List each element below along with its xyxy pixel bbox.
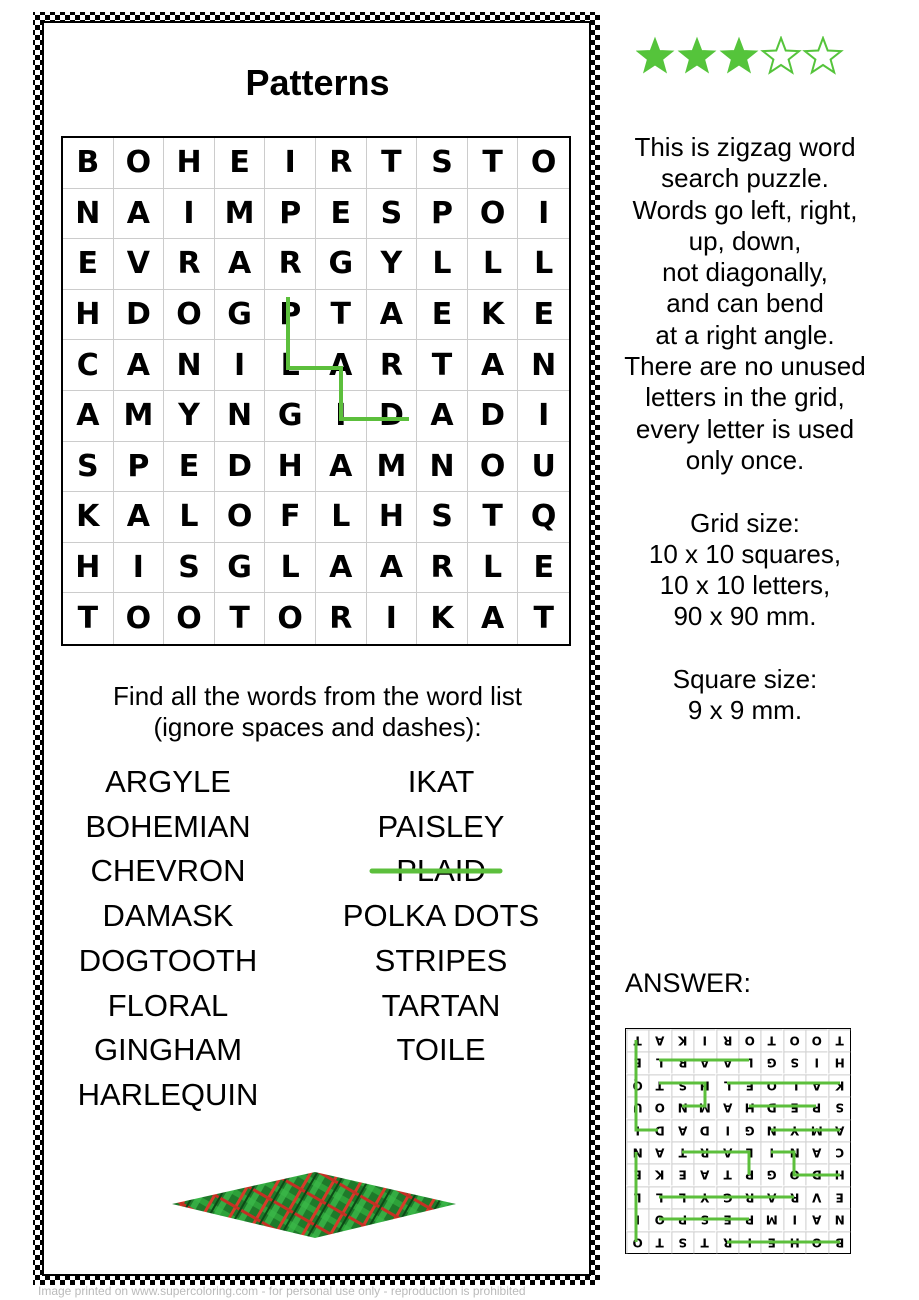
grid-cell: A xyxy=(63,391,114,442)
answer-grid-cell: S xyxy=(671,1231,693,1253)
grid-cell: R xyxy=(367,340,418,391)
grid-cell: K xyxy=(417,593,468,644)
star-empty-icon xyxy=(763,38,799,72)
grid-cell: K xyxy=(63,492,114,543)
answer-grid-cell: E xyxy=(626,1163,648,1185)
answer-grid-cell: O xyxy=(738,1029,760,1051)
description-line: 10 x 10 squares, xyxy=(648,538,842,569)
description-line: There are no unused xyxy=(624,351,866,382)
answer-grid-cell: S xyxy=(783,1051,805,1073)
answer-label: ANSWER: xyxy=(625,968,752,998)
grid-cell: E xyxy=(63,239,114,290)
grid-cell: T xyxy=(468,138,519,189)
grid-cell: H xyxy=(63,290,114,341)
grid-cell: L xyxy=(265,340,316,391)
answer-grid-cell: R xyxy=(716,1029,738,1051)
grid-cell: D xyxy=(114,290,165,341)
grid-cell: G xyxy=(265,391,316,442)
grid-cell: V xyxy=(114,239,165,290)
answer-grid-cell: A xyxy=(693,1163,715,1185)
grid-cell: D xyxy=(367,391,418,442)
grid-cell: T xyxy=(367,138,418,189)
answer-grid-cell: M xyxy=(805,1119,827,1141)
word-list-item: GINGHAM xyxy=(93,1032,243,1068)
grid-cell: S xyxy=(417,138,468,189)
answer-grid-cell: H xyxy=(693,1074,715,1096)
grid-cell: U xyxy=(518,442,569,493)
grid-cell: S xyxy=(63,442,114,493)
answer-grid-cell: T xyxy=(648,1231,670,1253)
answer-grid-cell: A xyxy=(716,1096,738,1118)
grid-cell: A xyxy=(367,290,418,341)
word-list-item: POLKA DOTS xyxy=(342,898,540,934)
answer-grid-cell: I xyxy=(693,1029,715,1051)
grid-cell: A xyxy=(367,543,418,594)
grid-cell: C xyxy=(63,340,114,391)
grid-cell: M xyxy=(367,442,418,493)
answer-grid-cell: N xyxy=(626,1141,648,1163)
answer-grid-cell: I xyxy=(805,1051,827,1073)
grid-cell: L xyxy=(468,239,519,290)
grid-cell: A xyxy=(215,239,266,290)
word-list-item: DAMASK xyxy=(102,898,234,934)
description-line: letters in the grid, xyxy=(645,382,845,413)
puzzle-description xyxy=(610,132,880,727)
description-line: only once. xyxy=(685,444,805,475)
grid-cell: L xyxy=(164,492,215,543)
grid-cell: E xyxy=(316,189,367,240)
answer-grid-cell: O xyxy=(805,1029,827,1051)
grid-cell: D xyxy=(468,391,519,442)
description-line xyxy=(610,476,880,507)
grid-cell: G xyxy=(316,239,367,290)
grid-cell: S xyxy=(367,189,418,240)
grid-cell: O xyxy=(164,593,215,644)
word-list-item-found: PLAID xyxy=(396,853,486,889)
answer-grid-cell: I xyxy=(783,1208,805,1230)
difficulty-rating xyxy=(636,36,846,81)
answer-grid-cell: R xyxy=(671,1051,693,1073)
word-list-item: ARGYLE xyxy=(105,764,231,799)
grid-cell: M xyxy=(215,189,266,240)
copyright-footer: Image printed on www.supercoloring.com - for personal use only - reproduction is prohibited xyxy=(38,1284,526,1298)
answer-grid-cell: D xyxy=(693,1119,715,1141)
grid-cell: N xyxy=(417,442,468,493)
description-line: 90 x 90 mm. xyxy=(673,601,817,632)
word-list-item: BOHEMIAN xyxy=(85,808,251,844)
answer-grid-cell: R xyxy=(738,1186,760,1208)
answer-grid-cell: O xyxy=(760,1074,782,1096)
answer-grid-cell: N xyxy=(760,1119,782,1141)
answer-grid-cell: A xyxy=(671,1119,693,1141)
description-line: Words go left, right, xyxy=(632,194,858,225)
answer-grid-cell: T xyxy=(693,1231,715,1253)
answer-grid-cell: A xyxy=(693,1051,715,1073)
puzzle-title: Patterns xyxy=(245,62,390,103)
grid-cell: D xyxy=(215,442,266,493)
star-filled-icon xyxy=(637,38,673,72)
grid-cell: L xyxy=(518,239,569,290)
grid-cell: R xyxy=(316,593,367,644)
grid-cell: R xyxy=(417,543,468,594)
star-empty-icon xyxy=(805,38,841,72)
grid-cell: T xyxy=(63,593,114,644)
grid-cell: O xyxy=(215,492,266,543)
grid-cell: R xyxy=(265,239,316,290)
grid-cell: O xyxy=(164,290,215,341)
grid-cell: O xyxy=(468,189,519,240)
answer-grid-cell: S xyxy=(828,1096,850,1118)
grid-cell: T xyxy=(533,601,554,637)
grid-cell: T xyxy=(316,290,367,341)
description-line: and can bend xyxy=(666,288,824,319)
answer-grid-cell: O xyxy=(805,1231,827,1253)
answer-grid-cell: T xyxy=(760,1029,782,1051)
answer-grid xyxy=(625,1028,851,1254)
description-line: at a right angle. xyxy=(655,319,835,350)
answer-grid-cell: O xyxy=(783,1029,805,1051)
grid-cell: N xyxy=(518,340,569,391)
answer-grid-cell: L xyxy=(738,1141,760,1163)
grid-cell: T xyxy=(468,492,519,543)
word-list-item: TARTAN xyxy=(381,987,501,1023)
grid-cell: L xyxy=(468,543,519,594)
answer-grid-cell: G xyxy=(716,1186,738,1208)
description-line: search puzzle. xyxy=(661,163,829,194)
answer-grid-cell: T xyxy=(716,1163,738,1185)
answer-grid-cell: A xyxy=(648,1029,670,1051)
answer-grid-cell: A xyxy=(828,1119,850,1141)
answer-grid-cell: H xyxy=(783,1231,805,1253)
answer-grid-cell: N xyxy=(783,1141,805,1163)
answer-grid-cell: E xyxy=(828,1186,850,1208)
description-line: not diagonally, xyxy=(662,257,828,288)
answer-grid-cell: N xyxy=(828,1208,850,1230)
answer-grid-cell: T xyxy=(828,1029,850,1051)
grid-cell: A xyxy=(114,492,165,543)
grid-cell: S xyxy=(417,492,468,543)
grid-cell: I xyxy=(215,340,266,391)
answer-grid-cell: B xyxy=(828,1231,850,1253)
grid-cell: T xyxy=(215,593,266,644)
answer-grid-cell: P xyxy=(738,1208,760,1230)
answer-grid-cell: E xyxy=(783,1096,805,1118)
answer-grid-cell: L xyxy=(671,1186,693,1208)
grid-cell: I xyxy=(114,543,165,594)
grid-cell: I xyxy=(316,391,367,442)
grid-cell: N xyxy=(164,340,215,391)
grid-cell: H xyxy=(63,543,114,594)
grid-cell: A xyxy=(468,593,519,644)
grid-cell: P xyxy=(114,442,165,493)
description-line: Grid size: xyxy=(690,507,800,538)
answer-grid-cell: I xyxy=(738,1231,760,1253)
answer-grid-cell: I xyxy=(626,1208,648,1230)
answer-grid-cell: E xyxy=(626,1051,648,1073)
answer-grid-cell: H xyxy=(828,1163,850,1185)
answer-grid-cell: E xyxy=(716,1208,738,1230)
word-list-item: TOILE xyxy=(396,1032,486,1068)
answer-grid-cell: F xyxy=(738,1074,760,1096)
answer-grid-cell: R xyxy=(716,1231,738,1253)
description-line: every letter is used xyxy=(635,413,855,444)
answer-grid-cell: K xyxy=(648,1163,670,1185)
grid-cell: L xyxy=(316,492,367,543)
grid-cell: L xyxy=(417,239,468,290)
grid-cell: R xyxy=(164,239,215,290)
instructions: Find all the words from the word list (ignore spaces and dashes): xyxy=(113,681,522,742)
grid-cell: Y xyxy=(367,239,418,290)
grid-cell: P xyxy=(265,189,316,240)
answer-grid-cell: A xyxy=(805,1074,827,1096)
grid-cell: A xyxy=(468,340,519,391)
word-list-item: HARLEQUIN xyxy=(77,1076,259,1112)
grid-cell: K xyxy=(468,290,519,341)
grid-cell: N xyxy=(63,189,114,240)
answer-grid-cell: I xyxy=(716,1119,738,1141)
answer-grid-cell: P xyxy=(671,1208,693,1230)
word-list-item: PAISLEY xyxy=(377,808,505,844)
answer-grid-cell: L xyxy=(716,1074,738,1096)
grid-cell: I xyxy=(367,593,418,644)
grid-cell: F xyxy=(265,492,316,543)
word-search-grid xyxy=(61,136,571,646)
answer-grid-cell: S xyxy=(671,1074,693,1096)
answer-grid-cell: R xyxy=(693,1141,715,1163)
answer-grid-cell: O xyxy=(648,1208,670,1230)
answer-grid-cell: Y xyxy=(693,1186,715,1208)
description-line: up, down, xyxy=(688,225,802,256)
answer-grid-cell: A xyxy=(716,1051,738,1073)
star-filled-icon xyxy=(679,38,715,72)
grid-cell: A xyxy=(114,340,165,391)
grid-cell: E xyxy=(164,442,215,493)
grid-cell: A xyxy=(114,189,165,240)
grid-cell: I xyxy=(265,138,316,189)
grid-cell: P xyxy=(265,290,316,341)
grid-cell: I xyxy=(518,189,569,240)
answer-grid-cell: L xyxy=(738,1051,760,1073)
grid-cell: L xyxy=(265,543,316,594)
grid-cell: N xyxy=(215,391,266,442)
grid-cell: I xyxy=(518,391,569,442)
answer-grid-cell: A xyxy=(805,1141,827,1163)
grid-cell: H xyxy=(164,138,215,189)
answer-grid-cell: U xyxy=(626,1096,648,1118)
answer-grid-cell: S xyxy=(693,1208,715,1230)
answer-grid-cell: T xyxy=(671,1141,693,1163)
answer-grid-cell: T xyxy=(648,1074,670,1096)
answer-grid-cell: N xyxy=(671,1096,693,1118)
answer-grid-cell: O xyxy=(626,1231,648,1253)
answer-grid-cell: M xyxy=(760,1208,782,1230)
answer-grid-cell: A xyxy=(805,1208,827,1230)
answer-grid-cell: P xyxy=(738,1163,760,1185)
answer-grid-cell: V xyxy=(805,1186,827,1208)
grid-cell: A xyxy=(316,543,367,594)
description-line xyxy=(610,633,880,664)
answer-grid-cell: E xyxy=(671,1163,693,1185)
answer-grid-cell: K xyxy=(671,1029,693,1051)
answer-grid-cell: H xyxy=(738,1096,760,1118)
answer-grid-cell: D xyxy=(760,1096,782,1118)
word-list-item: CHEVRON xyxy=(90,853,246,889)
grid-cell: O xyxy=(114,593,165,644)
grid-cell: A xyxy=(417,391,468,442)
grid-cell: Y xyxy=(164,391,215,442)
answer-grid-cell: A xyxy=(648,1141,670,1163)
answer-grid-cell: L xyxy=(783,1074,805,1096)
answer-grid-cell: T xyxy=(626,1029,648,1051)
word-list-item: FLORAL xyxy=(107,987,229,1023)
word-list-item: STRIPES xyxy=(374,942,508,978)
answer-grid-cell: A xyxy=(716,1141,738,1163)
answer-grid-cell: L xyxy=(626,1186,648,1208)
grid-cell: O xyxy=(114,138,165,189)
grid-cell: G xyxy=(215,543,266,594)
answer-grid-cell: D xyxy=(805,1163,827,1185)
grid-cell: O xyxy=(468,442,519,493)
grid-cell: A xyxy=(316,442,367,493)
grid-cell: M xyxy=(114,391,165,442)
grid-cell: E xyxy=(518,290,569,341)
grid-cell: B xyxy=(63,138,114,189)
grid-cell: G xyxy=(215,290,266,341)
answer-grid-cell: M xyxy=(693,1096,715,1118)
answer-grid-cell: Y xyxy=(783,1119,805,1141)
grid-cell: T xyxy=(417,340,468,391)
grid-cell: O xyxy=(265,593,316,644)
description-line: 9 x 9 mm. xyxy=(687,695,803,726)
grid-cell: H xyxy=(367,492,418,543)
word-list-item: IKAT xyxy=(407,764,475,799)
grid-cell: P xyxy=(417,189,468,240)
grid-cell: I xyxy=(164,189,215,240)
grid-cell: E xyxy=(417,290,468,341)
word-list-item: DOGTOOTH xyxy=(78,942,258,978)
grid-cell: S xyxy=(164,543,215,594)
star-filled-icon xyxy=(721,38,757,72)
grid-cell: Q xyxy=(518,492,569,543)
answer-grid-cell: H xyxy=(828,1051,850,1073)
answer-grid-cell: D xyxy=(648,1119,670,1141)
answer-grid-cell: L xyxy=(648,1186,670,1208)
answer-grid-cell: I xyxy=(626,1119,648,1141)
description-line: Square size: xyxy=(672,664,818,695)
answer-grid-cell: O xyxy=(648,1096,670,1118)
answer-grid-cell: Q xyxy=(626,1074,648,1096)
answer-grid-cell: A xyxy=(760,1186,782,1208)
answer-grid-cell: G xyxy=(760,1163,782,1185)
answer-grid-cell: L xyxy=(648,1051,670,1073)
answer-grid-cell: I xyxy=(760,1141,782,1163)
answer-grid-cell: E xyxy=(760,1231,782,1253)
grid-cell: E xyxy=(518,543,569,594)
grid-cell: E xyxy=(215,138,266,189)
grid-cell: R xyxy=(316,138,367,189)
grid-cell: H xyxy=(265,442,316,493)
description-line: 10 x 10 letters, xyxy=(659,570,831,601)
answer-grid-cell: P xyxy=(805,1096,827,1118)
answer-grid-cell: O xyxy=(783,1163,805,1185)
description-line: This is zigzag word xyxy=(634,132,856,162)
answer-grid-cell: G xyxy=(738,1119,760,1141)
grid-cell: A xyxy=(316,340,367,391)
answer-grid-cell: K xyxy=(828,1074,850,1096)
answer-grid-cell: C xyxy=(828,1141,850,1163)
answer-grid-cell: G xyxy=(760,1051,782,1073)
grid-cell: O xyxy=(518,138,569,189)
answer-grid-cell: R xyxy=(783,1186,805,1208)
